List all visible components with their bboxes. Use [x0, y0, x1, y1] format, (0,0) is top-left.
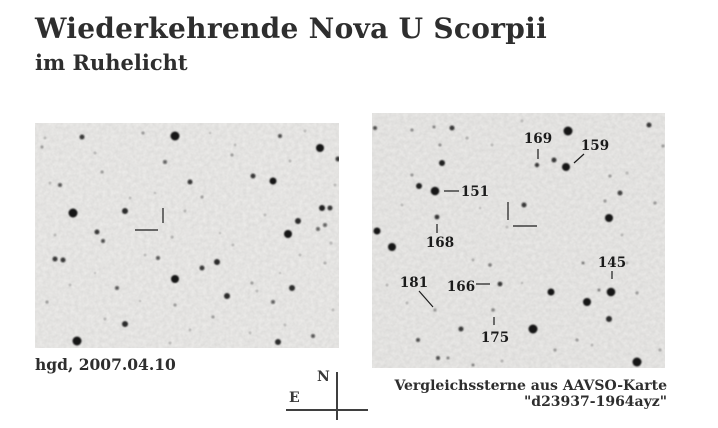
star	[249, 332, 251, 334]
star	[80, 135, 85, 140]
star	[251, 174, 256, 179]
star	[591, 344, 593, 346]
star	[295, 218, 301, 224]
star	[626, 172, 629, 175]
star	[142, 132, 145, 135]
star	[73, 337, 82, 346]
comparison-star	[562, 163, 570, 171]
star	[271, 300, 275, 304]
comparison-star-label: 168	[425, 235, 455, 251]
star	[606, 316, 612, 322]
star	[583, 298, 591, 306]
star	[521, 120, 523, 122]
compass-north-axis	[336, 372, 338, 420]
comparison-star-label: 181	[399, 275, 429, 291]
star	[323, 223, 327, 227]
star	[662, 145, 665, 148]
star	[439, 160, 445, 166]
star	[95, 230, 100, 235]
star	[416, 338, 420, 342]
star	[58, 183, 62, 187]
star	[433, 126, 436, 129]
star	[251, 282, 254, 285]
star	[53, 257, 58, 262]
star	[488, 263, 492, 267]
star	[521, 282, 523, 284]
star	[209, 132, 211, 134]
comparison-star-label: 175	[480, 330, 510, 346]
star	[231, 154, 234, 157]
star	[319, 205, 325, 211]
star	[101, 239, 105, 243]
star	[564, 127, 573, 136]
star	[289, 160, 291, 162]
star	[654, 202, 657, 205]
right-photo-caption-line1: Vergleichssterne aus AAVSO-Karte	[394, 378, 667, 394]
star	[411, 174, 414, 177]
star	[406, 302, 408, 304]
star	[316, 144, 324, 152]
comparison-star	[535, 163, 539, 167]
star	[324, 262, 327, 265]
star	[582, 262, 585, 265]
star	[122, 321, 128, 327]
star	[101, 171, 104, 174]
star	[659, 349, 662, 352]
star	[332, 309, 334, 311]
star	[491, 144, 493, 146]
star	[154, 192, 156, 194]
page-subtitle: im Ruhelicht	[35, 50, 188, 75]
star	[618, 191, 623, 196]
star	[284, 324, 286, 326]
compass-north-label: N	[317, 369, 330, 385]
star	[479, 207, 481, 209]
star	[576, 339, 579, 342]
star	[171, 236, 174, 239]
star	[94, 272, 96, 274]
star	[330, 242, 333, 245]
star	[44, 137, 46, 139]
star	[61, 258, 66, 263]
star	[69, 284, 71, 286]
star	[374, 228, 381, 235]
star	[311, 334, 315, 338]
star	[169, 342, 171, 344]
star	[316, 227, 320, 231]
photo-grain	[372, 113, 665, 368]
star	[189, 329, 191, 331]
star	[386, 284, 388, 286]
star	[41, 146, 44, 149]
star	[188, 180, 193, 185]
star	[522, 203, 527, 208]
quiescence-photo	[35, 123, 339, 348]
star	[633, 358, 642, 367]
star	[46, 301, 49, 304]
star	[450, 126, 455, 131]
compass-east-axis	[286, 409, 368, 411]
star	[284, 230, 292, 238]
photo-grain	[35, 123, 339, 348]
comparison-star-label: 169	[523, 131, 553, 147]
star	[139, 300, 141, 302]
star	[234, 144, 236, 146]
star	[466, 137, 469, 140]
star	[232, 244, 234, 246]
star	[201, 196, 204, 199]
star	[270, 178, 277, 185]
star	[49, 182, 51, 184]
compass-east-label: E	[289, 390, 300, 406]
star	[552, 158, 557, 163]
right-photo-caption	[372, 379, 667, 410]
star	[212, 316, 215, 319]
star	[636, 292, 639, 295]
comparison-star	[435, 215, 440, 220]
star	[275, 339, 281, 345]
star	[447, 357, 450, 360]
star	[416, 183, 422, 189]
star	[54, 234, 56, 236]
comparison-star	[498, 282, 503, 287]
comparison-star	[433, 308, 436, 311]
star	[604, 200, 607, 203]
comparison-star-label: 145	[597, 255, 627, 271]
star	[144, 254, 146, 256]
star	[224, 293, 230, 299]
star	[472, 259, 474, 261]
star	[459, 327, 464, 332]
star	[401, 204, 403, 206]
left-photo-caption: hgd, 2007.04.10	[35, 355, 176, 374]
star	[605, 214, 613, 222]
star	[129, 197, 131, 199]
star	[548, 289, 555, 296]
star	[501, 360, 504, 363]
comparison-star-label: 151	[460, 184, 490, 200]
comparison-star	[431, 187, 440, 196]
star	[104, 318, 106, 320]
star	[304, 130, 306, 132]
page-title: Wiederkehrende Nova U Scorpii	[35, 12, 548, 45]
star	[184, 210, 186, 212]
star	[506, 226, 508, 228]
comparison-star	[607, 288, 616, 297]
star	[219, 232, 221, 234]
star	[174, 304, 177, 307]
star	[609, 175, 612, 178]
star	[334, 184, 336, 186]
star	[598, 289, 601, 292]
star	[299, 254, 301, 256]
star	[411, 129, 414, 132]
star	[289, 285, 295, 291]
star	[328, 206, 333, 211]
star	[156, 256, 160, 260]
star	[439, 144, 442, 147]
star	[163, 160, 167, 164]
star	[626, 262, 628, 264]
star	[529, 325, 538, 334]
comparison-star	[491, 308, 495, 312]
star	[279, 272, 281, 274]
star	[69, 209, 78, 218]
star	[94, 152, 96, 154]
comparison-chart-photo	[372, 113, 665, 368]
comparison-star-label: 159	[580, 138, 610, 154]
star	[214, 259, 220, 265]
star	[171, 275, 179, 283]
star	[436, 356, 440, 360]
star	[122, 208, 128, 214]
star	[278, 134, 282, 138]
right-photo-caption-line2: "d23937-1964ayz"	[523, 393, 667, 410]
star	[472, 364, 475, 367]
star	[373, 126, 377, 130]
star	[388, 243, 396, 251]
star	[647, 123, 652, 128]
star	[200, 266, 205, 271]
star	[621, 234, 623, 236]
star	[554, 349, 557, 352]
star	[115, 286, 119, 290]
star	[264, 214, 266, 216]
comparison-star-label: 166	[446, 279, 476, 295]
star	[171, 132, 180, 141]
star	[256, 290, 258, 292]
